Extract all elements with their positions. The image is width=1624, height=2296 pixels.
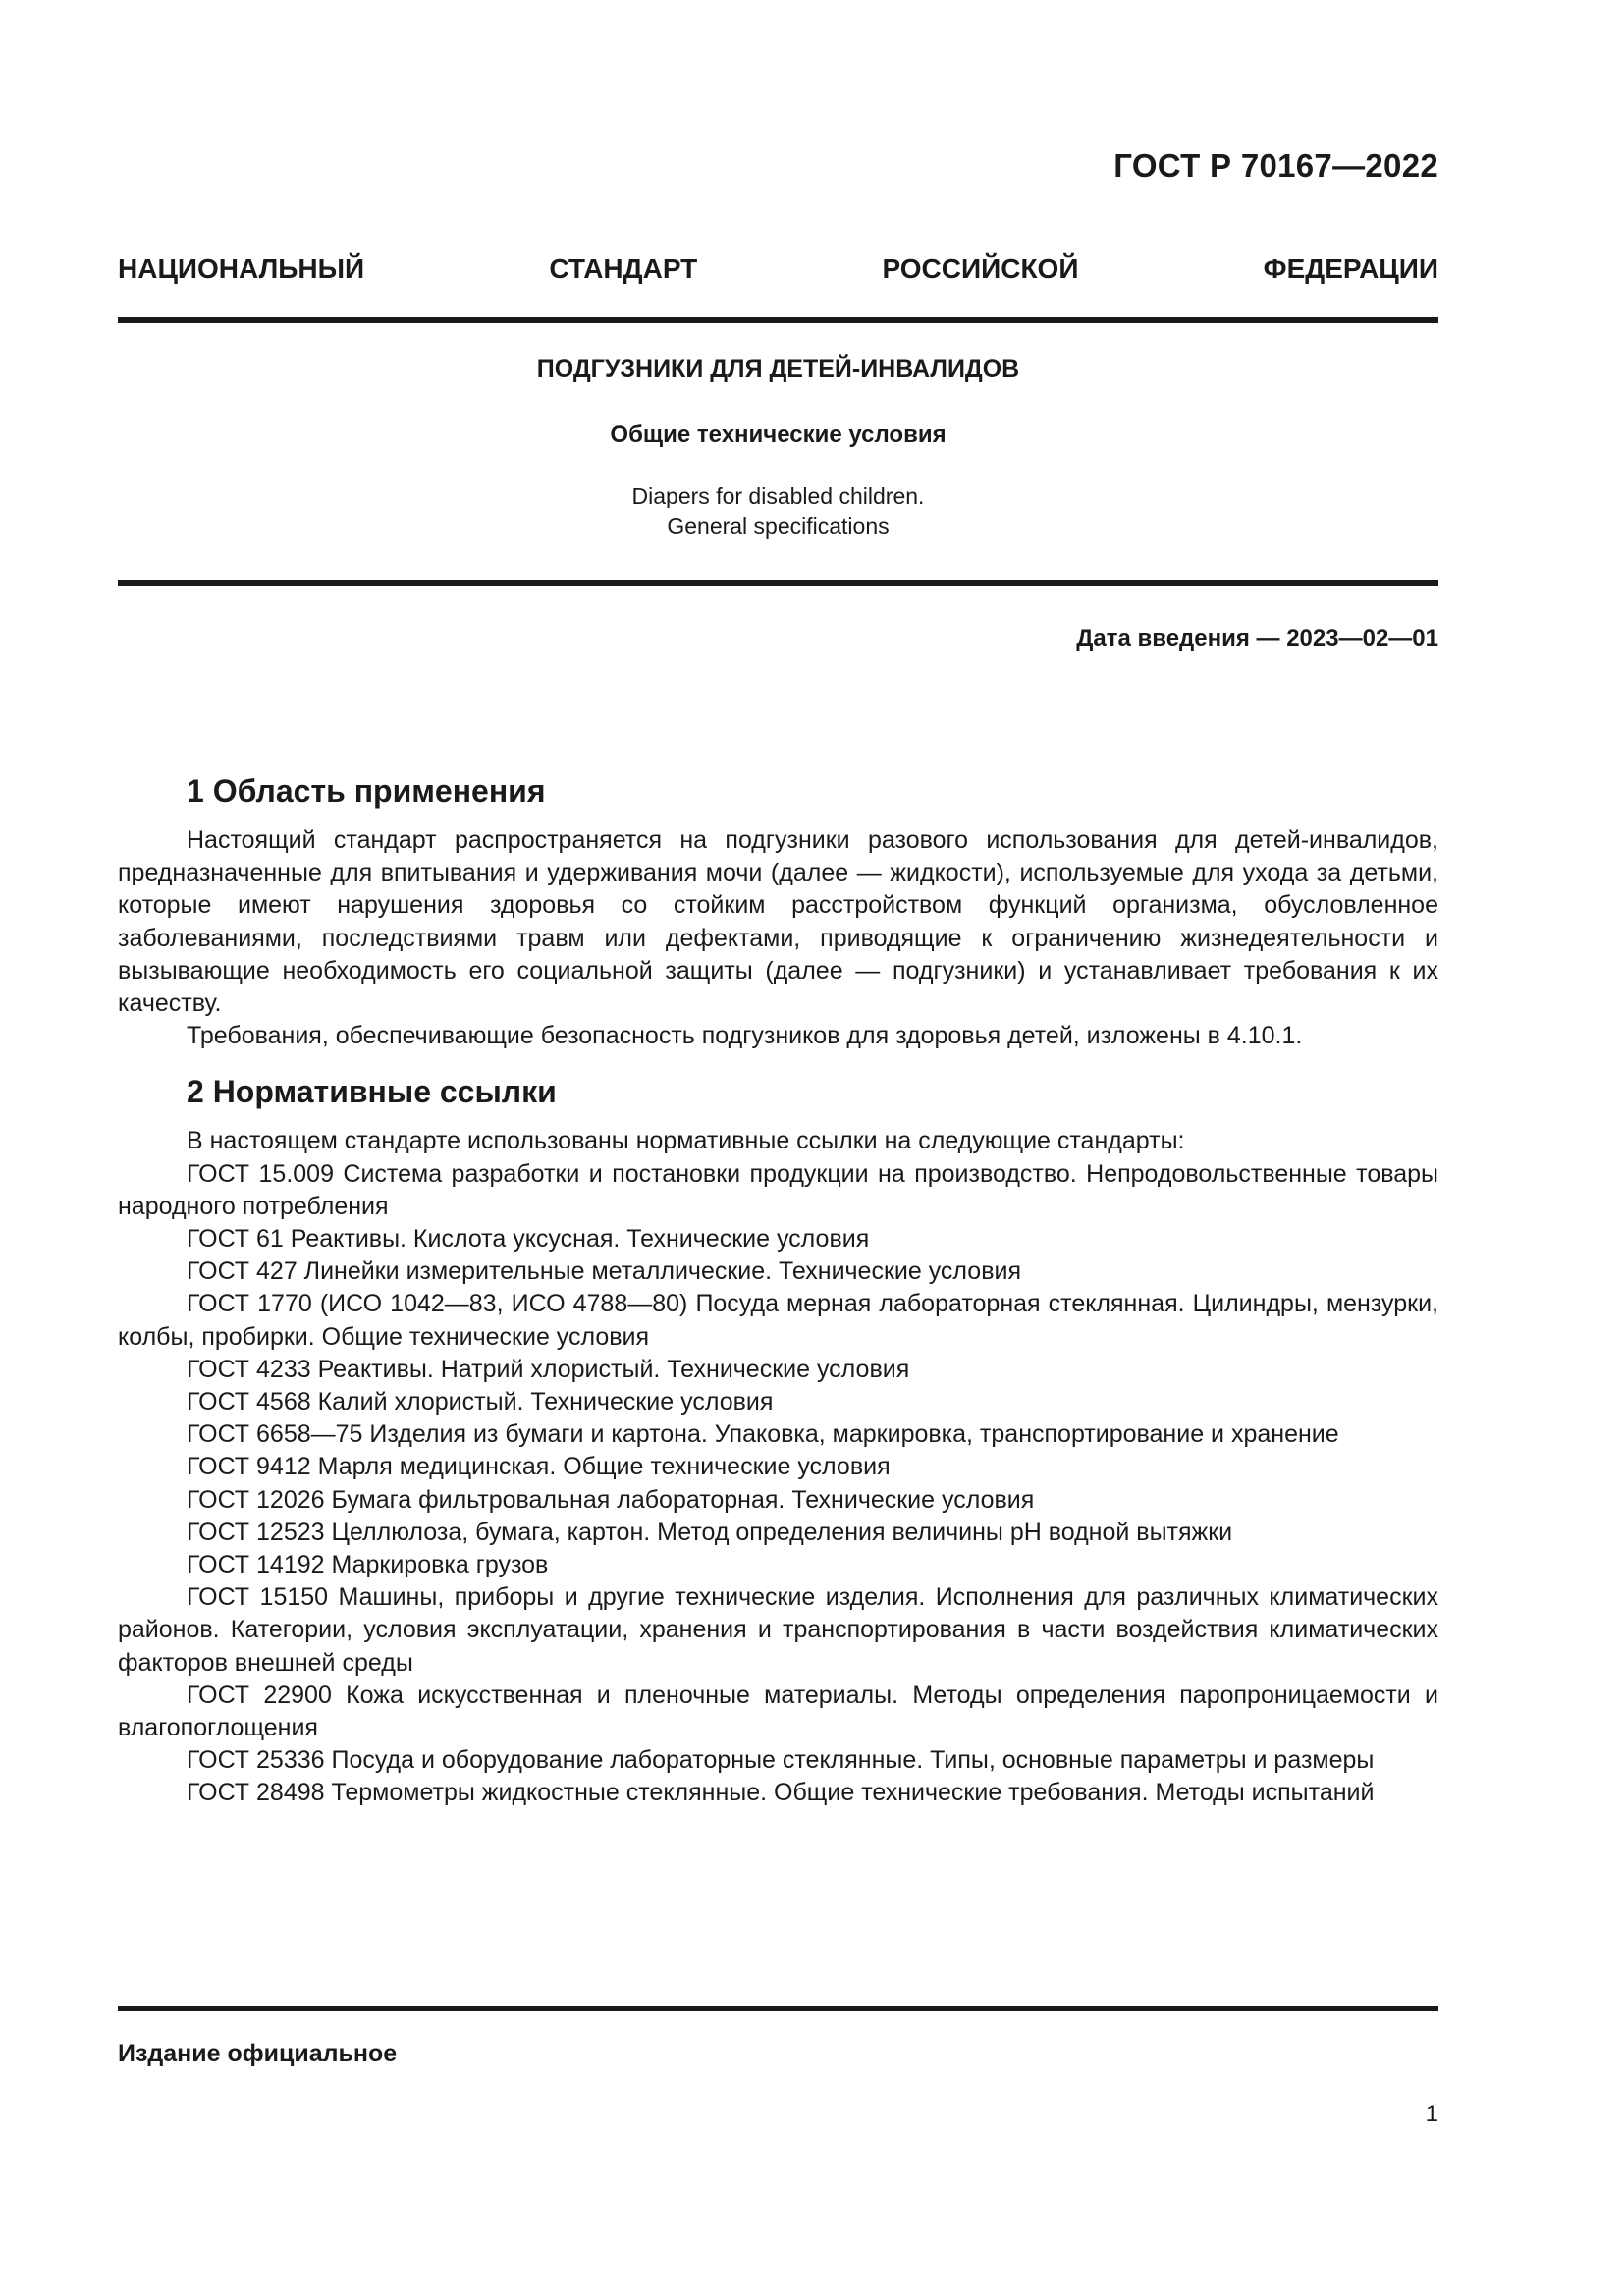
reference-item: ГОСТ 28498 Термометры жидкостные стеклянные. Общие технические требования. Методы испытаний — [187, 1779, 1375, 1807]
reference-item: ГОСТ 4568 Калий хлористый. Технические условия — [187, 1388, 774, 1416]
standard-subtitle: Общие технические условия — [610, 421, 947, 448]
reference-item: ГОСТ 4233 Реактивы. Натрий хлористый. Технические условия — [187, 1355, 910, 1383]
paragraph: В настоящем стандарте использованы нормативные ссылки на следующие стандарты: — [187, 1127, 1185, 1155]
banner-word: НАЦИОНАЛЬНЫЙ — [118, 253, 365, 284]
english-title-line: General specifications — [667, 513, 890, 539]
reference-item: ГОСТ 15.009 Система разработки и постановки продукции на производство. Непродовольственные товары народного потребления — [118, 1159, 1438, 1220]
reference-item: ГОСТ 12523 Целлюлоза, бумага, картон. Метод определения величины pH водной вытяжки — [187, 1518, 1233, 1546]
edition-label: Издание официальное — [118, 2040, 398, 2067]
reference-item: ГОСТ 15150 Машины, приборы и другие технические изделия. Исполнения для различных климатических районов. Категории, условия эксплуатации, хранения и транспортирования в части воздействия климатических факторов внешней среды — [118, 1583, 1438, 1677]
section-heading: 2 Нормативные ссылки — [187, 1074, 557, 1110]
reference-item: ГОСТ 14192 Маркировка грузов — [187, 1551, 549, 1579]
divider-rule — [118, 317, 1438, 323]
reference-item: ГОСТ 25336 Посуда и оборудование лабораторные стеклянные. Типы, основные параметры и размеры — [187, 1746, 1375, 1775]
reference-item: ГОСТ 22900 Кожа искусственная и пленочные материалы. Методы определения паропроницаемости и влагопоглощения — [118, 1681, 1438, 1742]
banner-word: СТАНДАРТ — [549, 253, 698, 284]
national-standard-banner — [118, 253, 1438, 285]
english-title-line: Diapers for disabled children. — [631, 483, 925, 508]
divider-rule — [118, 580, 1438, 586]
reference-item: ГОСТ 1770 (ИСО 1042—83, ИСО 4788—80) Посуда мерная лабораторная стеклянная. Цилиндры, мензурки, колбы, пробирки. Общие технические условия — [118, 1290, 1438, 1351]
standard-title: ПОДГУЗНИКИ ДЛЯ ДЕТЕЙ-ИНВАЛИДОВ — [536, 355, 1020, 383]
divider-rule — [118, 2006, 1438, 2011]
page-number: 1 — [1425, 2101, 1438, 2127]
english-title — [118, 481, 1438, 542]
reference-list — [118, 1158, 1438, 1810]
introduction-date: Дата введения — 2023—02—01 — [1076, 625, 1438, 652]
paragraph: Настоящий стандарт распространяется на подгузники разового использования для детей-инвалидов, предназначенные для впитывания и удерживания мочи (далее — жидкости), используемые для ухода за детьми, которые имеют нарушения здоровья со стойким расстройством функций организма, обусловленное заболеваниями, последствиями травм или дефектами, приводящие к ограничению жизнедеятельности и вызывающие необходимость его социальной защиты (далее — подгузники) и устанавливает требования к их качеству. — [118, 827, 1438, 1018]
section-heading: 1 Область применения — [187, 774, 546, 809]
paragraph: Требования, обеспечивающие безопасность подгузников для здоровья детей, изложены в 4.10.1. — [187, 1022, 1303, 1050]
banner-word: ФЕДЕРАЦИИ — [1263, 253, 1439, 284]
banner-word: РОССИЙСКОЙ — [882, 253, 1079, 284]
reference-item: ГОСТ 6658—75 Изделия из бумаги и картона. Упаковка, маркировка, транспортирование и хранение — [187, 1420, 1339, 1449]
reference-item: ГОСТ 12026 Бумага фильтровальная лабораторная. Технические условия — [187, 1485, 1035, 1514]
reference-item: ГОСТ 9412 Марля медицинская. Общие технические условия — [187, 1453, 891, 1481]
document-page — [118, 0, 1438, 2296]
reference-item: ГОСТ 427 Линейки измерительные металлические. Технические условия — [187, 1257, 1021, 1286]
document-code: ГОСТ Р 70167—2022 — [1113, 147, 1438, 184]
document-body — [118, 772, 1438, 1810]
reference-item: ГОСТ 61 Реактивы. Кислота уксусная. Технические условия — [187, 1225, 870, 1254]
